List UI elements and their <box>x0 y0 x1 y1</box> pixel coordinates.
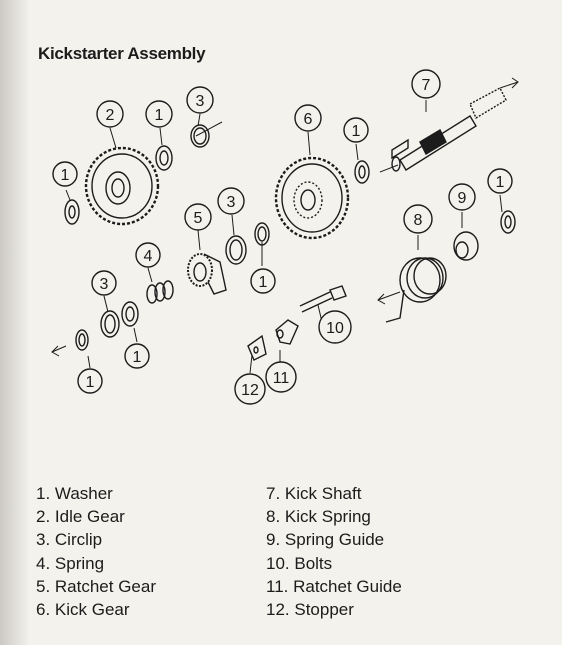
callout-3: 3 <box>226 194 236 211</box>
callout-5: 5 <box>193 210 203 227</box>
circlip-part <box>101 311 119 337</box>
callout-1: 1 <box>60 167 70 184</box>
callout-9: 9 <box>457 190 467 207</box>
callout-6: 6 <box>303 111 313 128</box>
callout-8: 8 <box>413 212 423 229</box>
legend-item-idle-gear: 2. Idle Gear <box>36 507 125 527</box>
circlip-part <box>226 236 246 264</box>
ratchet-guide-part <box>276 320 298 344</box>
callout-3: 3 <box>99 276 109 293</box>
legend-item-ratchet-gear: 5. Ratchet Gear <box>36 576 157 596</box>
diagram-title: Kickstarter Assembly <box>38 44 206 63</box>
ratchet-gear-part <box>188 254 226 294</box>
circlip-part <box>191 125 209 147</box>
callout-2: 2 <box>105 107 115 124</box>
washer-part <box>501 211 515 233</box>
spring-guide-part <box>454 232 478 260</box>
callout-1: 1 <box>132 349 142 366</box>
washer-part <box>156 146 172 170</box>
washer-part <box>65 200 79 224</box>
washer-part <box>76 330 88 350</box>
washer-part <box>255 223 269 245</box>
callout-11: 11 <box>272 370 290 387</box>
callout-1: 1 <box>258 274 268 291</box>
bolt-part <box>300 286 346 312</box>
callout-1: 1 <box>351 123 361 140</box>
callout-3: 3 <box>195 93 205 110</box>
callout-1: 1 <box>85 374 95 391</box>
kick-spring-part <box>386 258 446 322</box>
callout-10: 10 <box>326 320 344 337</box>
kick-shaft-part <box>392 88 506 171</box>
washer-part <box>122 302 138 326</box>
legend-item-kick-shaft: 7. Kick Shaft <box>266 484 362 503</box>
legend-item-bolts: 10. Bolts <box>266 553 333 573</box>
callout-4: 4 <box>143 248 153 265</box>
callout-12: 12 <box>241 382 259 399</box>
parts-legend-left <box>36 482 156 621</box>
washer-part <box>355 161 369 183</box>
legend-item-washer: 1. Washer <box>36 484 113 503</box>
idle-gear-part <box>86 148 158 224</box>
callout-1: 1 <box>154 107 164 124</box>
legend-item-kick-spring: 8. Kick Spring <box>266 507 371 527</box>
parts-legend-right <box>266 482 402 621</box>
kick-gear-part <box>276 158 348 238</box>
legend-item-spring: 4. Spring <box>36 553 105 573</box>
legend-item-spring-guide: 9. Spring Guide <box>266 530 385 550</box>
legend-item-kick-gear: 6. Kick Gear <box>36 600 130 620</box>
spring-part <box>147 281 173 303</box>
callout-7: 7 <box>421 77 431 94</box>
legend-item-circlip: 3. Circlip <box>36 530 103 550</box>
legend-item-stopper: 12. Stopper <box>266 600 354 620</box>
stopper-part <box>248 336 266 360</box>
callout-circles <box>53 70 512 404</box>
callout-1: 1 <box>495 174 505 191</box>
legend-item-ratchet-guide: 11. Ratchet Guide <box>266 576 402 596</box>
